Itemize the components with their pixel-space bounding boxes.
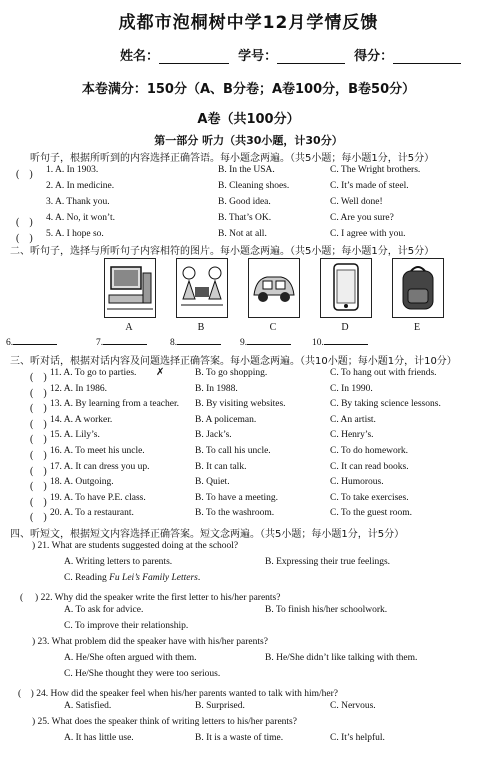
score-label: 得分： xyxy=(354,49,394,64)
picture-label: C xyxy=(269,322,277,333)
option-b[interactable]: B. Cleaning shoes. xyxy=(218,181,290,191)
q21-option-c[interactable] xyxy=(64,573,200,583)
option-a[interactable]: 11. A. To go to parties. xyxy=(50,368,137,378)
q25-option-c[interactable]: C. It’s helpful. xyxy=(330,733,385,743)
option-b[interactable]: B. To have a meeting. xyxy=(195,492,279,503)
option-b[interactable]: B. To go shopping. xyxy=(195,368,268,378)
picture-e xyxy=(392,258,444,318)
option-c[interactable]: C. Humorous. xyxy=(330,477,384,488)
answer-blank[interactable] xyxy=(240,334,291,348)
section-2-instruction: 二、听句子，选择与所听句子内容相符的图片。每小题念两遍。（共5小题；每小题1分，计5分） xyxy=(10,246,435,257)
q23-option-b[interactable]: B. He/She didn’t like talking with them. xyxy=(265,653,418,663)
section-4-instruction: 四、听短文，根据短文内容选择正确答案。短文念两遍。（共5小题；每小题1分，计5分） xyxy=(10,529,405,540)
option-a[interactable]: 14. A. A worker. xyxy=(50,414,113,425)
blank-line[interactable] xyxy=(177,334,221,345)
part1-title: 第一部分 听力（共30小题，计30分） xyxy=(154,134,343,147)
option-a[interactable]: 1. A. In 1903. xyxy=(46,165,99,175)
option-a[interactable]: 16. A. To meet his uncle. xyxy=(50,446,145,456)
option-b[interactable]: B. By visiting websites. xyxy=(195,399,286,410)
q22-option-a[interactable]: A. To ask for advice. xyxy=(64,605,144,615)
option-a[interactable]: 18. A. Outgoing. xyxy=(50,477,114,488)
q24-option-a[interactable]: A. Satisfied. xyxy=(64,701,112,711)
q24-question: ( ) 24. How did the speaker feel when his/her parents wanted to talk with him/her? xyxy=(18,689,339,699)
blank-line[interactable] xyxy=(13,334,57,345)
option-a[interactable]: 4. A. No, it won’t. xyxy=(46,213,115,223)
blank-number: 10. xyxy=(312,338,324,348)
q23-option-c[interactable]: C. He/She thought they were too serious. xyxy=(64,669,221,679)
q23-option-a[interactable]: A. He/She often argued with them. xyxy=(64,653,197,663)
page-title: 成都市泡桐树中学12月学情反馈 xyxy=(118,13,379,33)
picture-label: E xyxy=(413,322,421,333)
option-a[interactable]: 15. A. Lily’s. xyxy=(50,430,100,441)
option-c[interactable]: C. It’s made of steel. xyxy=(330,181,409,191)
q23-question: ) 23. What problem did the speaker have with his/her parents? xyxy=(32,637,268,647)
option-b[interactable]: B. Jack’s. xyxy=(195,430,232,441)
student-info xyxy=(120,45,461,64)
option-b[interactable]: B. To call his uncle. xyxy=(195,446,271,456)
blank-number: 9. xyxy=(240,338,248,348)
answer-paren[interactable]: ( ) xyxy=(30,512,47,524)
full-score-note: 本卷满分：150分（A、B分卷；A卷100分，B卷50分） xyxy=(81,82,416,97)
picture-label: A xyxy=(125,322,133,333)
q21-c-title: Fu Lei’s Family Letters xyxy=(109,573,198,583)
option-c[interactable]: C. I agree with you. xyxy=(330,229,406,239)
answer-paren[interactable]: ( ) xyxy=(16,233,33,244)
blank-number: 6. xyxy=(6,338,14,348)
option-a[interactable]: 12. A. In 1986. xyxy=(50,383,107,394)
answer-blank[interactable] xyxy=(312,334,368,348)
option-c[interactable]: C. An artist. xyxy=(330,414,376,425)
answer-paren[interactable]: ( ) xyxy=(30,481,47,493)
option-a[interactable]: 2. A. In medicine. xyxy=(46,181,115,191)
option-a[interactable]: 5. A. I hope so. xyxy=(46,229,104,239)
blank-line[interactable] xyxy=(247,334,291,345)
q25-option-a[interactable]: A. It has little use. xyxy=(64,733,134,743)
people-icon xyxy=(177,259,227,317)
q25-option-b[interactable]: B. It is a waste of time. xyxy=(195,733,284,743)
answer-blank[interactable] xyxy=(170,334,221,348)
option-b[interactable]: B. To the washroom. xyxy=(195,508,275,519)
q22-question: ( ) 22. Why did the speaker write the first letter to his/her parents? xyxy=(20,593,281,603)
option-c[interactable]: C. Well done! xyxy=(330,197,383,207)
picture-c xyxy=(248,258,300,318)
q21-option-a[interactable]: A. Writing letters to parents. xyxy=(64,557,173,567)
option-c[interactable]: C. The Wright brothers. xyxy=(330,165,421,175)
answer-paren[interactable]: ( ) xyxy=(30,434,47,446)
picture-label: D xyxy=(341,322,349,333)
option-c[interactable]: C. By taking science lessons. xyxy=(330,399,441,410)
answer-blank[interactable] xyxy=(6,334,57,348)
blank-number: 8. xyxy=(170,338,178,348)
option-a[interactable]: 20. A. To a restaurant. xyxy=(50,508,134,519)
computer-icon xyxy=(105,259,155,317)
option-b[interactable]: B. A policeman. xyxy=(195,414,257,425)
answer-paren[interactable]: ( ) xyxy=(30,372,47,383)
answer-paren[interactable]: ( ) xyxy=(30,450,47,461)
q24-option-c[interactable]: C. Nervous. xyxy=(330,701,376,711)
phone-icon xyxy=(321,259,371,317)
picture-d xyxy=(320,258,372,318)
id-label: 学号： xyxy=(238,49,278,64)
q22-option-b[interactable]: B. To finish his/her schoolwork. xyxy=(265,605,388,615)
q22-option-c[interactable]: C. To improve their relationship. xyxy=(64,621,189,631)
option-c[interactable]: C. To take exercises. xyxy=(330,492,409,503)
option-b[interactable]: B. Not at all. xyxy=(218,229,267,239)
answer-paren[interactable]: ( ) xyxy=(30,465,47,477)
option-c[interactable]: C. In 1990. xyxy=(330,383,373,394)
picture-b xyxy=(176,258,228,318)
option-c[interactable]: C. To hang out with friends. xyxy=(330,368,437,378)
option-b[interactable]: B. Good idea. xyxy=(218,197,271,207)
option-b[interactable]: B. In 1988. xyxy=(195,383,238,394)
section-1-instruction: 听句子，根据所听到的内容选择正确答语。每小题念两遍。（共5小题；每小题1分，计5分） xyxy=(30,153,435,164)
answer-paren[interactable]: ( ) xyxy=(30,387,47,399)
option-c[interactable]: C. To do homework. xyxy=(330,446,409,456)
answer-paren[interactable]: ( ) xyxy=(30,418,47,430)
option-a[interactable]: 19. A. To have P.E. class. xyxy=(50,492,146,503)
option-b[interactable]: B. That’s OK. xyxy=(218,213,272,223)
paper-a-title: A卷（共100分） xyxy=(197,112,300,127)
answer-paren[interactable]: ( ) xyxy=(30,496,47,508)
picture-label: B xyxy=(197,322,205,333)
cross-mark: ✗ xyxy=(156,367,165,378)
section-3-instruction: 三、听对话，根据对话内容及问题选择正确答案。每小题念两遍。（共10小题；每小题1分，计10分） xyxy=(10,356,457,367)
backpack-icon xyxy=(393,259,443,317)
option-a[interactable]: 3. A. Thank you. xyxy=(46,197,110,207)
answer-blank[interactable] xyxy=(96,334,147,348)
blank-line[interactable] xyxy=(103,334,147,345)
option-b[interactable]: B. Quiet. xyxy=(195,477,230,488)
name-blank[interactable] xyxy=(159,49,229,64)
option-c[interactable]: C. Are you sure? xyxy=(330,213,394,223)
car-icon xyxy=(249,259,299,317)
name-label: 姓名： xyxy=(120,49,160,64)
option-c[interactable]: C. Henry’s. xyxy=(330,430,374,441)
option-a[interactable]: 17. A. It can dress you up. xyxy=(50,461,150,472)
option-c[interactable]: C. It can read books. xyxy=(330,461,409,472)
answer-paren[interactable]: ( ) xyxy=(16,217,33,228)
q21-c-end: . xyxy=(197,573,201,583)
q25-question: ) 25. What does the speaker think of writing letters to his/her parents? xyxy=(32,717,297,727)
option-b[interactable]: B. It can talk. xyxy=(195,461,247,472)
picture-a xyxy=(104,258,156,318)
q21-c-text: C. Reading xyxy=(64,573,110,583)
blank-number: 7. xyxy=(96,338,104,348)
q21-option-b[interactable]: B. Expressing their true feelings. xyxy=(265,557,391,567)
q24-option-b[interactable]: B. Surprised. xyxy=(195,701,245,711)
answer-paren[interactable]: ( ) xyxy=(16,169,33,180)
option-a[interactable]: 13. A. By learning from a teacher. xyxy=(50,399,180,410)
q21-question: ) 21. What are students suggested doing at the school? xyxy=(32,541,239,551)
blank-line[interactable] xyxy=(324,334,368,345)
id-blank[interactable] xyxy=(277,49,345,64)
score-blank[interactable] xyxy=(393,49,461,64)
option-c[interactable]: C. To the guest room. xyxy=(330,508,413,519)
answer-paren[interactable]: ( ) xyxy=(30,403,47,415)
option-b[interactable]: B. In the USA. xyxy=(218,165,275,175)
